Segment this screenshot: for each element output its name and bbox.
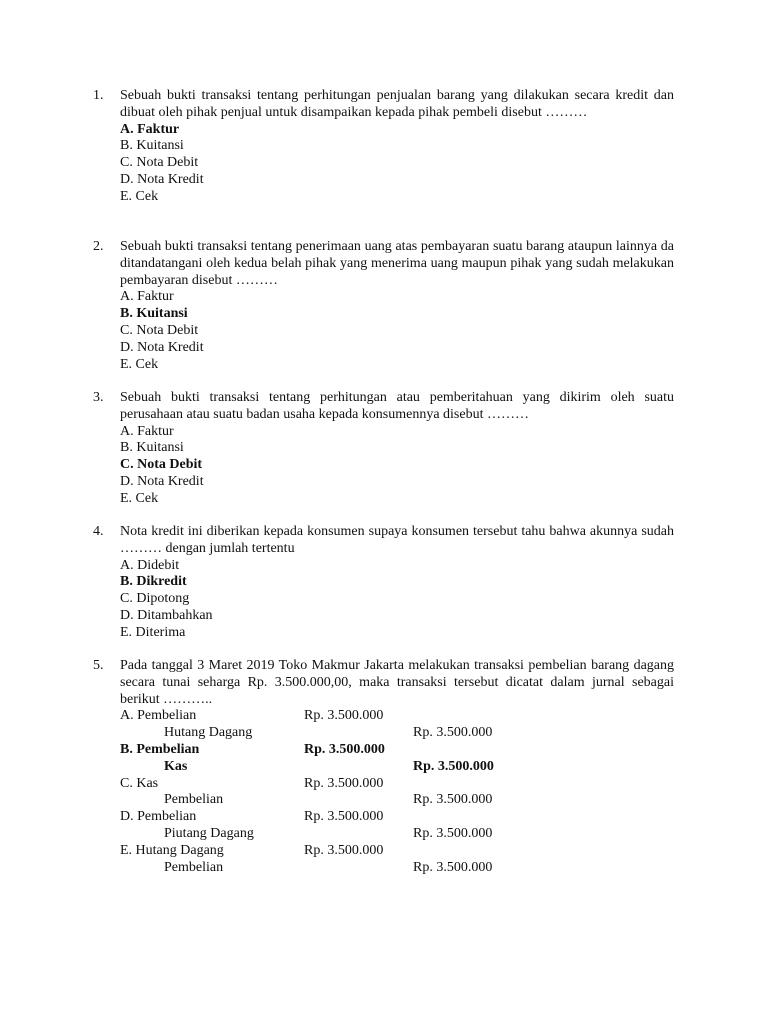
option-b: B. Kuitansi <box>120 440 184 456</box>
option-d: D. Nota Kredit <box>120 473 204 489</box>
option-e: E. Cek <box>120 490 159 506</box>
option-a: A. Faktur <box>120 289 174 305</box>
journal-option-b <box>120 742 674 776</box>
debit-amount: Rp. 3.500.000 <box>304 741 385 757</box>
credit-account: Piutang Dagang <box>164 825 254 841</box>
debit-account: C. Kas <box>120 775 159 791</box>
question-body <box>120 88 674 206</box>
credit-account: Pembelian <box>164 859 224 875</box>
question-text: Sebuah bukti transaksi tentang perhitungan atau pemberitahuan yang dikirim oleh suatu perusahaan atau suatu badan usaha kepada konsumennya disebut ……… <box>120 390 674 422</box>
question-number: 4. <box>93 524 104 539</box>
question-text: Sebuah bukti transaksi tentang penerimaan uang atas pembayaran suatu barang ataupun lainnya da ditandatangani oleh kedua belah pihak yang menerima uang maupun pihak yang sudah melakukan pembayaran disebut ……… <box>120 239 674 288</box>
journal-option-e <box>120 843 674 877</box>
question-text: Nota kredit ini diberikan kepada konsumen supaya konsumen tersebut tahu bahwa akunnya sudah ……… dengan jumlah tertentu <box>120 524 674 556</box>
question-number: 2. <box>93 239 104 254</box>
credit-account: Hutang Dagang <box>164 725 253 741</box>
credit-amount: Rp. 3.500.000 <box>413 825 493 841</box>
credit-account: Kas <box>164 758 188 774</box>
credit-amount: Rp. 3.500.000 <box>413 725 493 741</box>
option-a: A. Faktur <box>120 423 174 439</box>
question-number: 1. <box>93 88 104 103</box>
question-body <box>120 658 674 876</box>
question-body <box>120 524 674 642</box>
question-body <box>120 390 674 508</box>
credit-account: Pembelian <box>164 792 224 808</box>
option-b: B. Kuitansi <box>120 138 184 154</box>
question-number: 5. <box>93 658 104 673</box>
debit-amount: Rp. 3.500.000 <box>304 708 384 724</box>
debit-amount: Rp. 3.500.000 <box>304 842 384 858</box>
option-a: A. Faktur <box>120 121 180 137</box>
option-c: C. Nota Debit <box>120 457 203 473</box>
debit-amount: Rp. 3.500.000 <box>304 809 384 825</box>
option-c: C. Dipotong <box>120 591 190 607</box>
option-a: A. Didebit <box>120 557 180 573</box>
option-e: E. Cek <box>120 188 159 204</box>
option-e: E. Cek <box>120 356 159 372</box>
option-d: D. Nota Kredit <box>120 171 204 187</box>
question-body <box>120 239 674 373</box>
debit-account: B. Pembelian <box>120 741 200 757</box>
debit-account: E. Hutang Dagang <box>120 842 224 858</box>
option-b: B. Kuitansi <box>120 306 188 322</box>
journal-option-a <box>120 708 674 742</box>
credit-amount: Rp. 3.500.000 <box>413 792 493 808</box>
question-number: 3. <box>93 390 104 405</box>
option-c: C. Nota Debit <box>120 155 199 171</box>
option-d: D. Nota Kredit <box>120 339 204 355</box>
option-d: D. Ditambahkan <box>120 607 213 623</box>
option-b: B. Dikredit <box>120 574 187 590</box>
debit-account: A. Pembelian <box>120 708 197 724</box>
credit-amount: Rp. 3.500.000 <box>413 758 494 774</box>
debit-amount: Rp. 3.500.000 <box>304 775 384 791</box>
journal-option-c <box>120 776 674 810</box>
credit-amount: Rp. 3.500.000 <box>413 859 493 875</box>
option-c: C. Nota Debit <box>120 322 199 338</box>
question-text: Sebuah bukti transaksi tentang perhitungan penjualan barang yang dilakukan secara kredit dan dibuat oleh pihak penjual untuk disampaikan kepada pihak pembeli disebut ……… <box>120 88 674 120</box>
option-e: E. Diterima <box>120 624 186 640</box>
question-text: Pada tanggal 3 Maret 2019 Toko Makmur Jakarta melakukan transaksi pembelian barang dagang secara tunai seharga Rp. 3.500.000,00, maka transaksi tersebut dicatat dalam jurnal sebagai berikut ……….. <box>120 658 674 707</box>
debit-account: D. Pembelian <box>120 809 197 825</box>
journal-option-d <box>120 809 674 843</box>
